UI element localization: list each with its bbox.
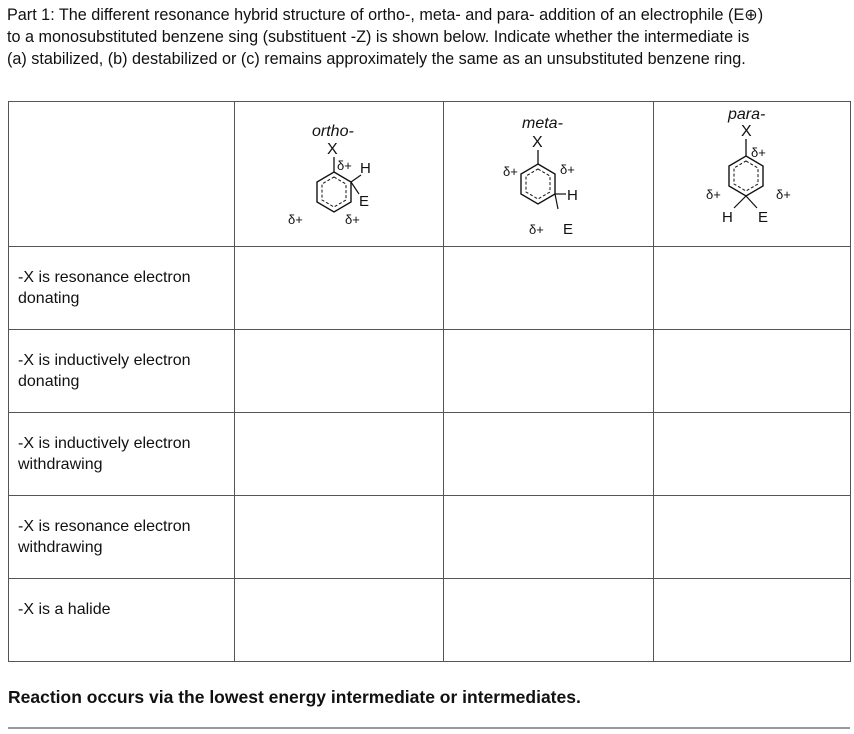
ortho-delta-top: δ+ [337,158,352,173]
meta-delta-left: δ+ [503,164,518,179]
row-label-cell [9,496,235,579]
row-label-line: -X is inductively electron [18,435,191,452]
table-row [9,579,851,662]
para-answer-cell[interactable] [654,579,851,662]
ortho-header-cell [235,102,444,247]
meta-answer-cell[interactable] [444,413,654,496]
ortho-e: E [359,193,370,210]
ortho-answer-cell[interactable] [235,247,444,330]
meta-label: meta- [522,115,563,132]
instructions-line-2: to a monosubstituted benzene sing (substituent -Z) is shown below. Indicate whether the intermediate is [7,28,750,46]
table-row [9,413,851,496]
meta-delta-bottom: δ+ [529,222,544,237]
row-label-cell [9,579,235,662]
para-h: H [722,209,733,226]
table-row [9,496,851,579]
para-delta-left: δ+ [706,187,721,202]
row-label-line: -X is resonance electron [18,269,191,286]
ortho-delta-right: δ+ [345,212,360,227]
para-delta-right: δ+ [776,187,791,202]
table-row [9,330,851,413]
meta-delta-right: δ+ [560,162,575,177]
para-answer-cell[interactable] [654,247,851,330]
ortho-answer-cell[interactable] [235,496,444,579]
instructions-line-3: (a) stabilized, (b) destabilized or (c) remains approximately the same as an unsubstituted benzene ring. [7,50,746,68]
meta-answer-cell[interactable] [444,247,654,330]
table-row [9,247,851,330]
ortho-substituent: X [327,141,338,158]
row-label-cell [9,247,235,330]
meta-answer-cell[interactable] [444,496,654,579]
meta-answer-cell[interactable] [444,330,654,413]
row-label-cell [9,413,235,496]
para-answer-cell[interactable] [654,330,851,413]
para-header-cell [654,102,851,247]
header-row [9,102,851,247]
row-label-line: donating [18,373,80,390]
row-label-line: -X is resonance electron [18,518,191,535]
row-label-line: -X is a halide [18,601,111,618]
para-substituent: X [741,123,752,140]
row-label-cell [9,330,235,413]
para-intermediate-structure [654,102,851,246]
para-delta-top: δ+ [751,145,766,160]
instructions [7,4,849,70]
row-label-line: withdrawing [18,539,103,556]
corner-cell [9,102,235,247]
footer-note: Reaction occurs via the lowest energy intermediate or intermediates. [8,687,581,707]
para-answer-cell[interactable] [654,496,851,579]
meta-intermediate-structure [444,102,654,246]
ortho-answer-cell[interactable] [235,579,444,662]
row-label-line: withdrawing [18,456,103,473]
ortho-label: ortho- [312,123,354,140]
ortho-h: H [360,160,371,177]
ortho-answer-cell[interactable] [235,330,444,413]
bottom-divider [8,727,850,729]
ortho-delta-left: δ+ [288,212,303,227]
para-e: E [758,209,769,226]
meta-answer-cell[interactable] [444,579,654,662]
meta-e: E [563,221,574,238]
ortho-answer-cell[interactable] [235,413,444,496]
meta-header-cell [444,102,654,247]
ortho-intermediate-structure [235,102,444,246]
para-label: para- [728,106,766,123]
row-label-line: -X is inductively electron [18,352,191,369]
row-label-line: donating [18,290,80,307]
meta-substituent: X [532,134,543,151]
answer-table [8,101,851,662]
para-answer-cell[interactable] [654,413,851,496]
instructions-line-1: Part 1: The different resonance hybrid structure of ortho-, meta- and para- addition of an electrophile (E⊕) [7,6,764,24]
meta-h: H [567,187,578,204]
